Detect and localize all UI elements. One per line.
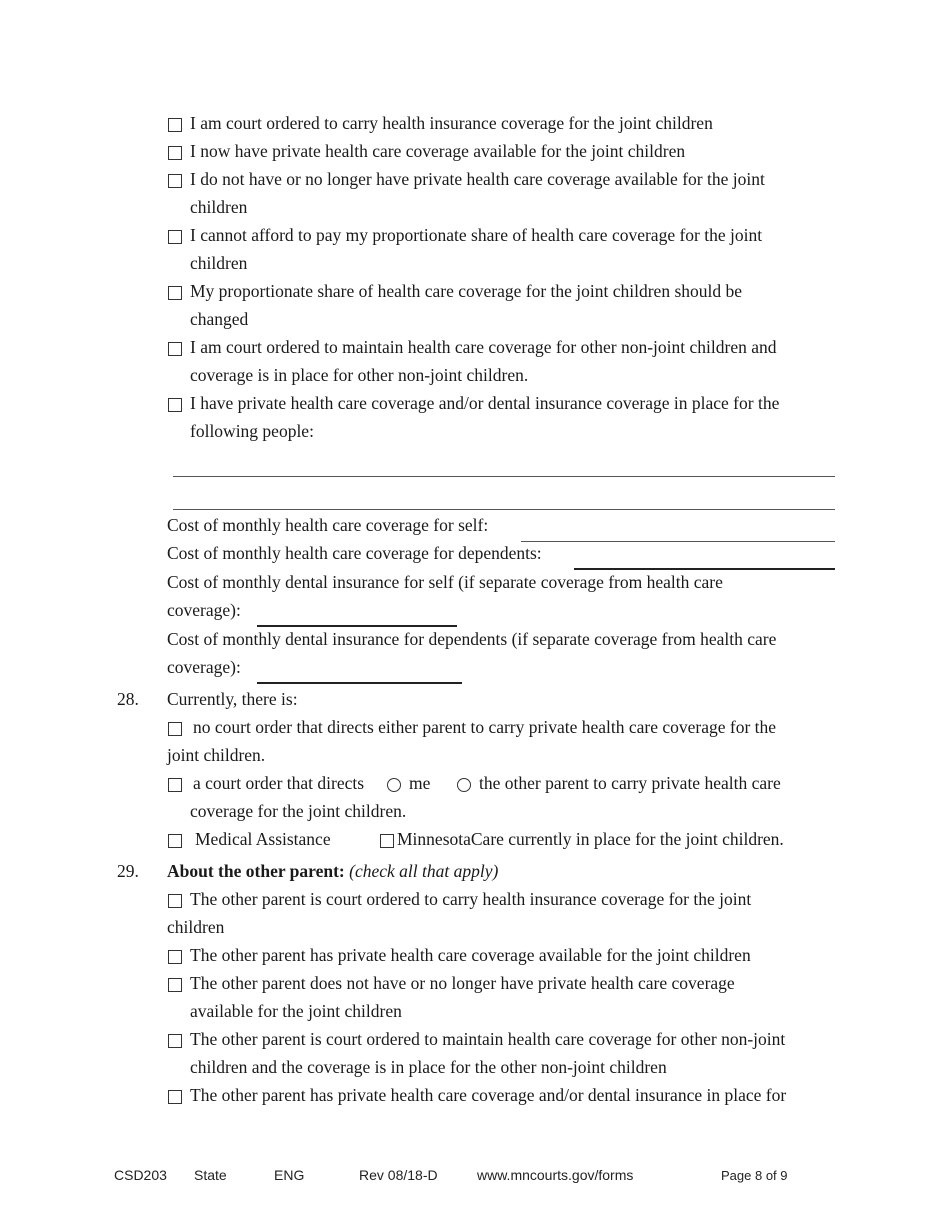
- q28-other-parent-text: the other parent to carry private health care: [479, 773, 781, 793]
- q29-title-italic: (check all that apply): [349, 861, 499, 881]
- q28-medical-assistance-label: Medical Assistance: [195, 829, 331, 849]
- q28-medical-assistance-checkbox[interactable]: [168, 834, 182, 848]
- checkbox[interactable]: [168, 978, 182, 992]
- checkbox[interactable]: [168, 950, 182, 964]
- cost-dependents-dental-label: Cost of monthly dental insurance for dependents (if separate coverage from health care: [167, 629, 777, 649]
- item-text: I cannot afford to pay my proportionate share of health care coverage for the joint: [190, 225, 763, 245]
- cost-self-health-field[interactable]: [521, 541, 835, 542]
- q28-no-order-text-cont: joint children.: [167, 745, 266, 765]
- q29-title: [167, 861, 498, 882]
- footer-url[interactable]: www.mncourts.gov/forms: [477, 1167, 634, 1183]
- q28-title: Currently, there is:: [167, 689, 298, 709]
- people-line-2[interactable]: [173, 509, 835, 510]
- q28-court-order-checkbox[interactable]: [168, 778, 182, 792]
- cost-self-dental-label: Cost of monthly dental insurance for self (if separate coverage from health care: [167, 572, 723, 592]
- item-text-cont: children: [190, 197, 248, 217]
- item-text-cont: children: [190, 253, 248, 273]
- cost-dependents-health-label: Cost of monthly health care coverage for dependents:: [167, 543, 542, 563]
- footer-form-id: CSD203: [114, 1167, 167, 1183]
- cost-dependents-health-field[interactable]: [574, 568, 835, 570]
- item-text-cont: available for the joint children: [190, 1001, 402, 1021]
- q28-me-label: me: [409, 773, 431, 793]
- cost-dependents-dental-field[interactable]: [257, 682, 462, 684]
- checkbox[interactable]: [168, 342, 182, 356]
- item-text-cont: changed: [190, 309, 249, 329]
- item-text: The other parent has private health care coverage and/or dental insurance in place for: [190, 1085, 787, 1105]
- item-text: The other parent is court ordered to carry health insurance coverage for the joint: [190, 889, 752, 909]
- q28-me-radio[interactable]: [387, 778, 401, 792]
- item-text: The other parent is court ordered to maintain health care coverage for other non-joint: [190, 1029, 786, 1049]
- item-text: I do not have or no longer have private health care coverage available for the joint: [190, 169, 765, 189]
- people-line-1[interactable]: [173, 476, 835, 477]
- item-text-cont: following people:: [190, 421, 314, 441]
- checkbox[interactable]: [168, 146, 182, 160]
- item-text: I have private health care coverage and/or dental insurance coverage in place for the: [190, 393, 780, 413]
- q29-title-bold: About the other parent:: [167, 861, 345, 881]
- checkbox[interactable]: [168, 398, 182, 412]
- checkbox[interactable]: [168, 230, 182, 244]
- q28-minnesotacare-label: MinnesotaCare currently in place for the joint children.: [397, 829, 784, 849]
- q28-court-order-text-cont: coverage for the joint children.: [190, 801, 407, 821]
- item-text-cont: children and the coverage is in place for the other non-joint children: [190, 1057, 667, 1077]
- cost-self-health-label: Cost of monthly health care coverage for self:: [167, 515, 489, 535]
- cost-dependents-dental-label-cont: coverage):: [167, 657, 241, 677]
- footer-lang: ENG: [274, 1167, 305, 1183]
- q29-number: 29.: [117, 861, 139, 881]
- footer-page-number: Page 8 of 9: [721, 1168, 788, 1183]
- checkbox[interactable]: [168, 118, 182, 132]
- q28-court-order-text: a court order that directs: [193, 773, 365, 793]
- item-text: My proportionate share of health care coverage for the joint children should be: [190, 281, 743, 301]
- cost-self-dental-field[interactable]: [257, 625, 457, 627]
- q28-no-order-text: no court order that directs either parent to carry private health care coverage for the: [193, 717, 777, 737]
- checkbox[interactable]: [168, 1090, 182, 1104]
- q28-number: 28.: [117, 689, 139, 709]
- q28-minnesotacare-checkbox[interactable]: [380, 834, 394, 848]
- item-text: The other parent has private health care coverage available for the joint children: [190, 945, 751, 965]
- checkbox[interactable]: [168, 1034, 182, 1048]
- q28-no-order-checkbox[interactable]: [168, 722, 182, 736]
- cost-self-dental-label-cont: coverage):: [167, 600, 241, 620]
- footer-state: State: [194, 1167, 227, 1183]
- item-text: I am court ordered to carry health insurance coverage for the joint children: [190, 113, 713, 133]
- item-text: I now have private health care coverage available for the joint children: [190, 141, 686, 161]
- item-text: The other parent does not have or no longer have private health care coverage: [190, 973, 735, 993]
- item-text: I am court ordered to maintain health care coverage for other non-joint children and: [190, 337, 777, 357]
- footer-rev: Rev 08/18-D: [359, 1167, 438, 1183]
- item-text-cont: coverage is in place for other non-joint children.: [190, 365, 529, 385]
- item-text-cont: children: [167, 917, 225, 937]
- checkbox[interactable]: [168, 894, 182, 908]
- checkbox[interactable]: [168, 286, 182, 300]
- q28-other-parent-radio[interactable]: [457, 778, 471, 792]
- checkbox[interactable]: [168, 174, 182, 188]
